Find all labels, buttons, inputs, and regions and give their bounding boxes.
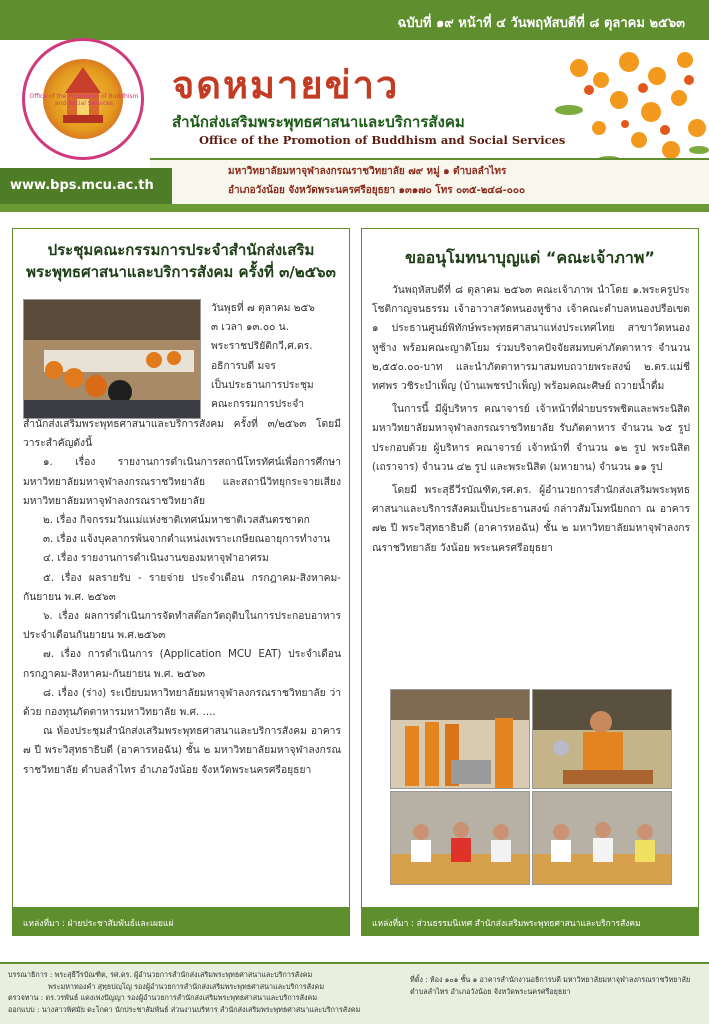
donation-source: แหล่งที่มา : ส่วนธรรมนิเทศ สำนักส่งเสริมพระพุทธศาสนาและบริการสังคม bbox=[362, 907, 698, 935]
monks-receiving-image bbox=[391, 690, 530, 789]
intro-wrap-line-1: วันพุธที่ ๗ ตุลาคม ๒๕๖ bbox=[211, 302, 315, 314]
intro-wrap-line-2: ๓ เวลา ๑๓.๐๐ น. bbox=[211, 321, 289, 334]
credit-proofreader: ตรวจทาน : ดร.วรพันธ์ แดงเพ่งปัญญา รองผู้อำนวยการสำนักส่งเสริมพระพุทธศาสนาและบริการสังคม bbox=[8, 993, 318, 1002]
credit-co-editor: พระมหาทองคำ สุทฺธปญฺโญ รองผู้อำนวยการสำนักส่งเสริมพระพุทธศาสนาและบริการสังคม bbox=[48, 981, 325, 991]
donation-photo-2 bbox=[532, 689, 672, 789]
intro-rest: สำนักส่งเสริมพระพุทธศาสนาและบริการสังคม ครั้งที่ ๓/๒๕๖๓ โดยมีวาระสำคัญดังนี้ bbox=[23, 418, 341, 450]
meeting-title-line-1: ประชุมคณะกรรมการประจำสำนักส่งเสริม bbox=[47, 241, 315, 259]
office-location-line-1: ที่ตั้ง : ห้อง ๑๐๑ ชั้น ๑ อาคารสำนักงานอธิการบดี มหาวิทยาลัยมหาจุฬาลงกรณราชวิทยาลัย bbox=[410, 975, 691, 984]
donation-paragraph-3: โดยมี พระสุธีวีรบัณฑิต,รศ.ดร. ผู้อำนวยการสำนักส่งเสริมพระพุทธศาสนาและบริการสังคมเป็นประธานสงฆ์ กล่าวสัมโมทนียกถา ณ อาคาร ๗๒ ปี พระวิสุทธาธิบดี (อาคารหอฉัน) ชั้น ๒ มหาวิทยาลัยมหาจุฬาลงกรณราชวิทยาลัย วังน้อย พระนครศรีอยุธยา bbox=[372, 484, 690, 554]
meeting-room-image bbox=[24, 300, 201, 419]
donation-article bbox=[361, 228, 699, 936]
agenda-item-6: ๖. เรื่อง ผลการดำเนินการจัดทำสต๊อกวัตถุดิบในการประกอบอาหาร ประจำเดือนกันยายน พ.ศ.๒๕๖๓ bbox=[23, 610, 341, 642]
meeting-article bbox=[12, 228, 350, 936]
agenda-item-8: ๘. เรื่อง (ร่าง) ระเบียบมหาวิทยาลัยมหาจุฬาลงกรณราชวิทยาลัย ว่าด้วย กองทุนภัตตาหารมหาวิทยาลัย พ.ศ. .... bbox=[23, 686, 341, 719]
donation-title: ขออนุโมทนาบุญแด่ “คณะเจ้าภาพ” bbox=[405, 248, 655, 267]
nuns-sitting-image bbox=[391, 792, 530, 885]
meeting-source: แหล่งที่มา : ฝ่ายประชาสัมพันธ์และเผยแผ่ bbox=[13, 907, 349, 935]
agenda-item-2: ๒. เรื่อง กิจกรรมวันแม่แห่งชาติเทศน์มหาชาติเวสสันตรชาดก bbox=[43, 514, 310, 527]
agenda-item-3: ๓. เรื่อง แจ้งบุคลากรพ้นจากตำแหน่งเพราะเกษียณอายุการทำงาน bbox=[43, 533, 331, 546]
header-divider bbox=[0, 204, 709, 212]
credit-editor: บรรณาธิการ : พระสุธีวีรบัณฑิต, รศ.ดร. ผู้อำนวยการสำนักส่งเสริมพระพุทธศาสนาและบริการสังคม bbox=[8, 970, 313, 979]
website-bar bbox=[0, 168, 172, 204]
agenda-item-7: ๗. เรื่อง การดำเนินการ (Application MCU EAT) ประจำเดือน กรกฎาคม-สิงหาคม-กันยายน พ.ศ. ๒๕๖๓ bbox=[23, 648, 341, 680]
donation-paragraph-2: ในการนี้ มีผู้บริหาร คณาจารย์ เจ้าหน้าที่ฝ่ายบรรพชิตและพระนิสิตมหาวิทยาลัยมหาจุฬาลงกรณราชวิทยาลัย รับภัตตาหาร จำนวน ๖๕ รูป ประกอบด้วย ผู้บริหาร คณาจารย์ เจ้าหน้าที่ จำนวน ๑๒ รูป พระนิสิต (เถราจาร) จำนวน ๔๒ รูป และพระนิสิต (มหายาน) จำนวน ๑๑ รูป bbox=[372, 403, 690, 473]
meeting-photo bbox=[23, 299, 201, 419]
meeting-location: ณ ห้องประชุมสำนักส่งเสริมพระพุทธศาสนาและบริการสังคม อาคาร ๗ ปี พระวิสุทธาธิบดี (อาคารหอฉัน) ชั้น ๒ มหาวิทยาลัยมหาจุฬาลงกรณราชวิทยาลัย ตำบลลำไทร อำเภอวังน้อย จังหวัดพระนครศรีอยุธยา bbox=[23, 725, 341, 776]
agenda-item-1: ๑. เรื่อง รายงานการดำเนินการสถานีโทรทัศน์เพื่อการศึกษา มหาวิทยาลัยมหาจุฬาลงกรณราชวิทยาลัย และสถานีวิทยุกระจายเสียง มหาวิทยาลัยมหาจุฬาลงกรณราชวิทยาลัย bbox=[23, 456, 341, 507]
donation-photo-1 bbox=[390, 689, 530, 789]
issue-info: ฉบับที่ ๑๙ หน้าที่ ๔ วันพฤหัสบดีที่ ๘ ตุลาคม ๒๕๖๓ bbox=[397, 16, 685, 31]
credits-footer bbox=[0, 962, 709, 1024]
donation-paragraph-1: วันพฤหัสบดีที่ ๘ ตุลาคม ๒๕๖๓ คณะเจ้าภาพ นำโดย ๑.พระครูประโชติกาญจนธรรม เจ้าอาวาสวัดหนองหูช้าง เจ้าคณะตำบลหนองปรือเขต ๑ ประธานศูนย์พิทักษ์พระพุทธศาสนาแห่งประเทศไทย สาขาวัดหนองหูช้าง พร้อมคณะญาติโยม ร่วมบริจาคปัจจัยสมทบค่าภัตตาหาร จำนวน ๒,๕๕๐.๐๐-บาท และนำภัตตาหารมาสมทบถวายพระสงฆ์ ๒.ดร.แม่ชีทศพร วชิระบำเพ็ญ (บ้านเพชรบำเพ็ญ) พร้อมคณะศิษย์ ถวายน้ำดื่ม bbox=[372, 284, 690, 393]
address-line-2: อำเภอวังน้อย จังหวัดพระนครศรีอยุธยา ๑๓๑๗๐ โทร ๐๓๕-๒๔๘-๐๐๐ bbox=[228, 185, 526, 196]
donation-photo-3 bbox=[390, 791, 530, 885]
website-link[interactable]: www.bps.mcu.ac.th bbox=[10, 178, 154, 193]
meeting-title-line-2: พระพุทธศาสนาและบริการสังคม ครั้งที่ ๓/๒๕๖๓ bbox=[26, 263, 336, 281]
address-line-1: มหาวิทยาลัยมหาจุฬาลงกรณราชวิทยาลัย ๗๙ หมู่ ๑ ตำบลลำไทร bbox=[228, 166, 507, 177]
agenda-item-5: ๕. เรื่อง ผลรายรับ - รายจ่าย ประจำเดือน กรกฎาคม-สิงหาคม-กันยายน พ.ศ. ๒๕๖๓ bbox=[23, 571, 341, 603]
office-name-thai: สำนักส่งเสริมพระพุทธศาสนาและบริการสังคม bbox=[172, 113, 465, 131]
intro-wrap-line-3: พระราชปริยัติกวี,ศ.ดร. bbox=[211, 340, 313, 353]
laypeople-praying-image bbox=[533, 792, 672, 885]
office-location-line-2: ตำบลลำไทร อำเภอวังน้อย จังหวัดพระนครศรีอยุธยา bbox=[410, 986, 571, 996]
logo-ring-text: Office of the Promotion of Buddhism and Social Services bbox=[29, 93, 139, 107]
monk-sermon-image bbox=[533, 690, 672, 789]
intro-wrap-line-4: อธิการบดี มจร bbox=[211, 359, 276, 372]
university-logo bbox=[22, 38, 144, 160]
donation-photo-4 bbox=[532, 791, 672, 885]
intro-wrap-line-5: เป็นประธานการประชุม bbox=[211, 378, 314, 391]
agenda-item-4: ๔. เรื่อง รายงานการดำเนินงานของมหาจุฬาอาศรม bbox=[43, 552, 269, 565]
intro-wrap-line-6: คณะกรรมการประจำ bbox=[211, 398, 305, 411]
newsletter-title: จดหมายข่าว bbox=[172, 62, 400, 107]
credit-designer: ออกแบบ : นางสาวพิศมัย ดะโกดา นักประชาสัมพันธ์ ส่วนงานบริหาร สำนักส่งเสริมพระพุทธศาสนาและบริการสังคม bbox=[8, 1004, 361, 1014]
office-name-english: Office of the Promotion of Buddhism and Social Services bbox=[199, 133, 566, 147]
